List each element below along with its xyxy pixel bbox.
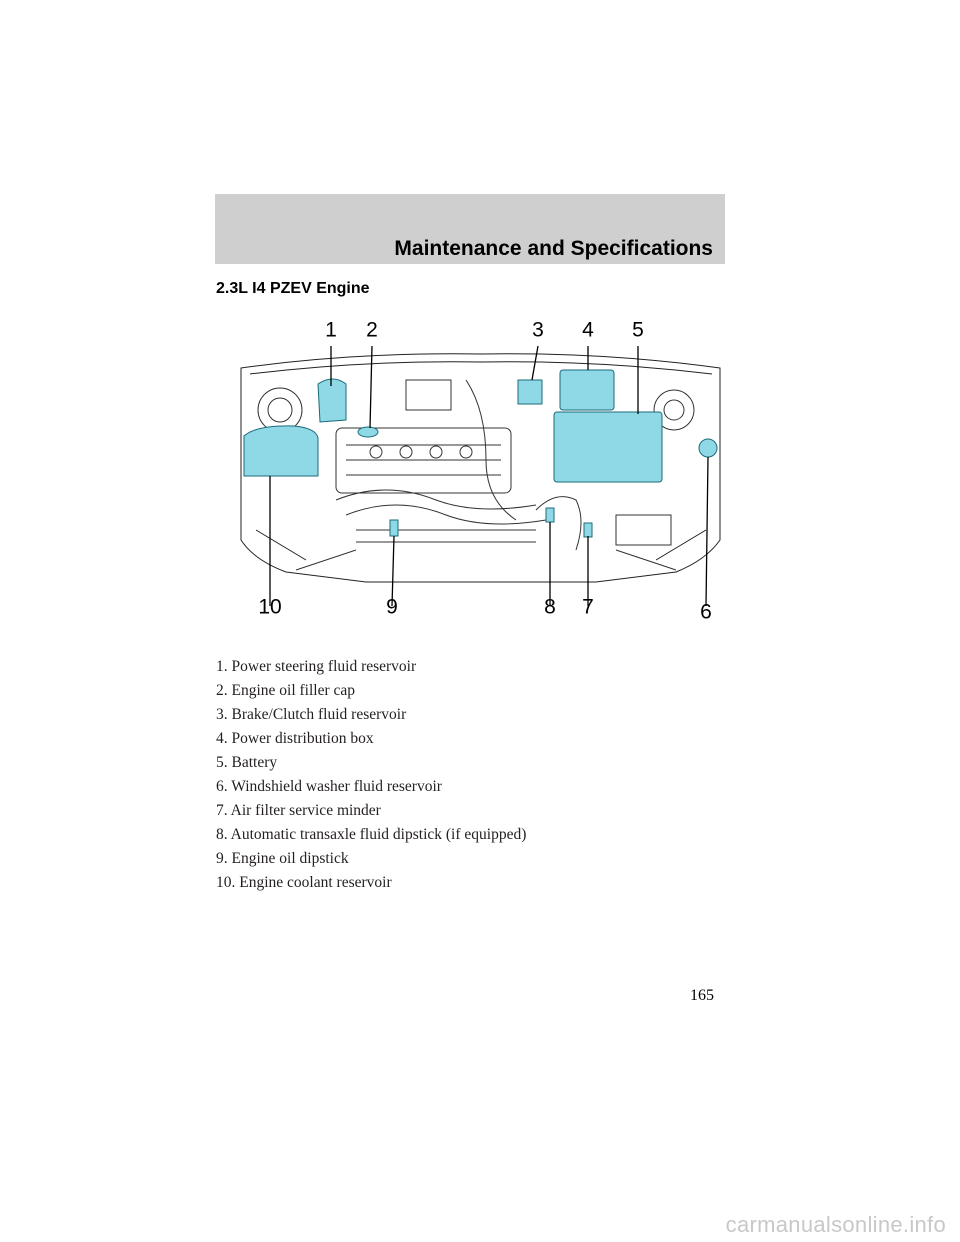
callout-2: 2: [366, 318, 378, 342]
legend-item: 2. Engine oil filler cap: [216, 682, 356, 699]
page-number: 165: [690, 987, 714, 1004]
legend-item: 3. Brake/Clutch fluid reservoir: [216, 706, 407, 723]
legend-item: 6. Windshield washer fluid reservoir: [216, 778, 442, 795]
callout-7: 7: [582, 595, 594, 619]
coolant-reservoir-shape: [244, 426, 318, 476]
legend-item: 9. Engine oil dipstick: [216, 850, 349, 867]
section-heading: 2.3L I4 PZEV Engine: [216, 280, 370, 297]
transaxle-dipstick-shape: [546, 508, 554, 522]
callout-6: 6: [700, 600, 712, 624]
power-steering-reservoir-shape: [318, 379, 346, 422]
battery-shape: [554, 412, 662, 482]
air-filter-minder-shape: [584, 523, 592, 537]
callout-8: 8: [544, 595, 556, 619]
legend-item: 8. Automatic transaxle fluid dipstick (if equipped): [216, 826, 527, 843]
brake-fluid-reservoir-shape: [518, 380, 542, 404]
callout-3: 3: [532, 318, 544, 342]
engine-oil-filler-cap-shape: [358, 427, 378, 437]
header-band: [215, 194, 725, 264]
legend-item: 5. Battery: [216, 754, 278, 771]
engine-compartment-diagram: [236, 310, 726, 635]
callout-5: 5: [632, 318, 644, 342]
washer-reservoir-shape: [699, 439, 717, 457]
legend-item: 10. Engine coolant reservoir: [216, 874, 392, 891]
engine-oil-dipstick-shape: [390, 520, 398, 536]
legend-item: 1. Power steering fluid reservoir: [216, 658, 417, 675]
callout-1: 1: [325, 318, 337, 342]
callout-9: 9: [386, 595, 398, 619]
component-legend: [216, 655, 526, 895]
legend-item: 7. Air filter service minder: [216, 802, 381, 819]
highlighted-components: [244, 370, 717, 537]
power-distribution-box-shape: [560, 370, 614, 410]
legend-item: 4. Power distribution box: [216, 730, 374, 747]
callout-4: 4: [582, 318, 594, 342]
callout-10: 10: [258, 595, 282, 619]
page-header-title: Maintenance and Specifications: [394, 237, 713, 260]
watermark: carmanualsonline.info: [725, 1212, 946, 1237]
